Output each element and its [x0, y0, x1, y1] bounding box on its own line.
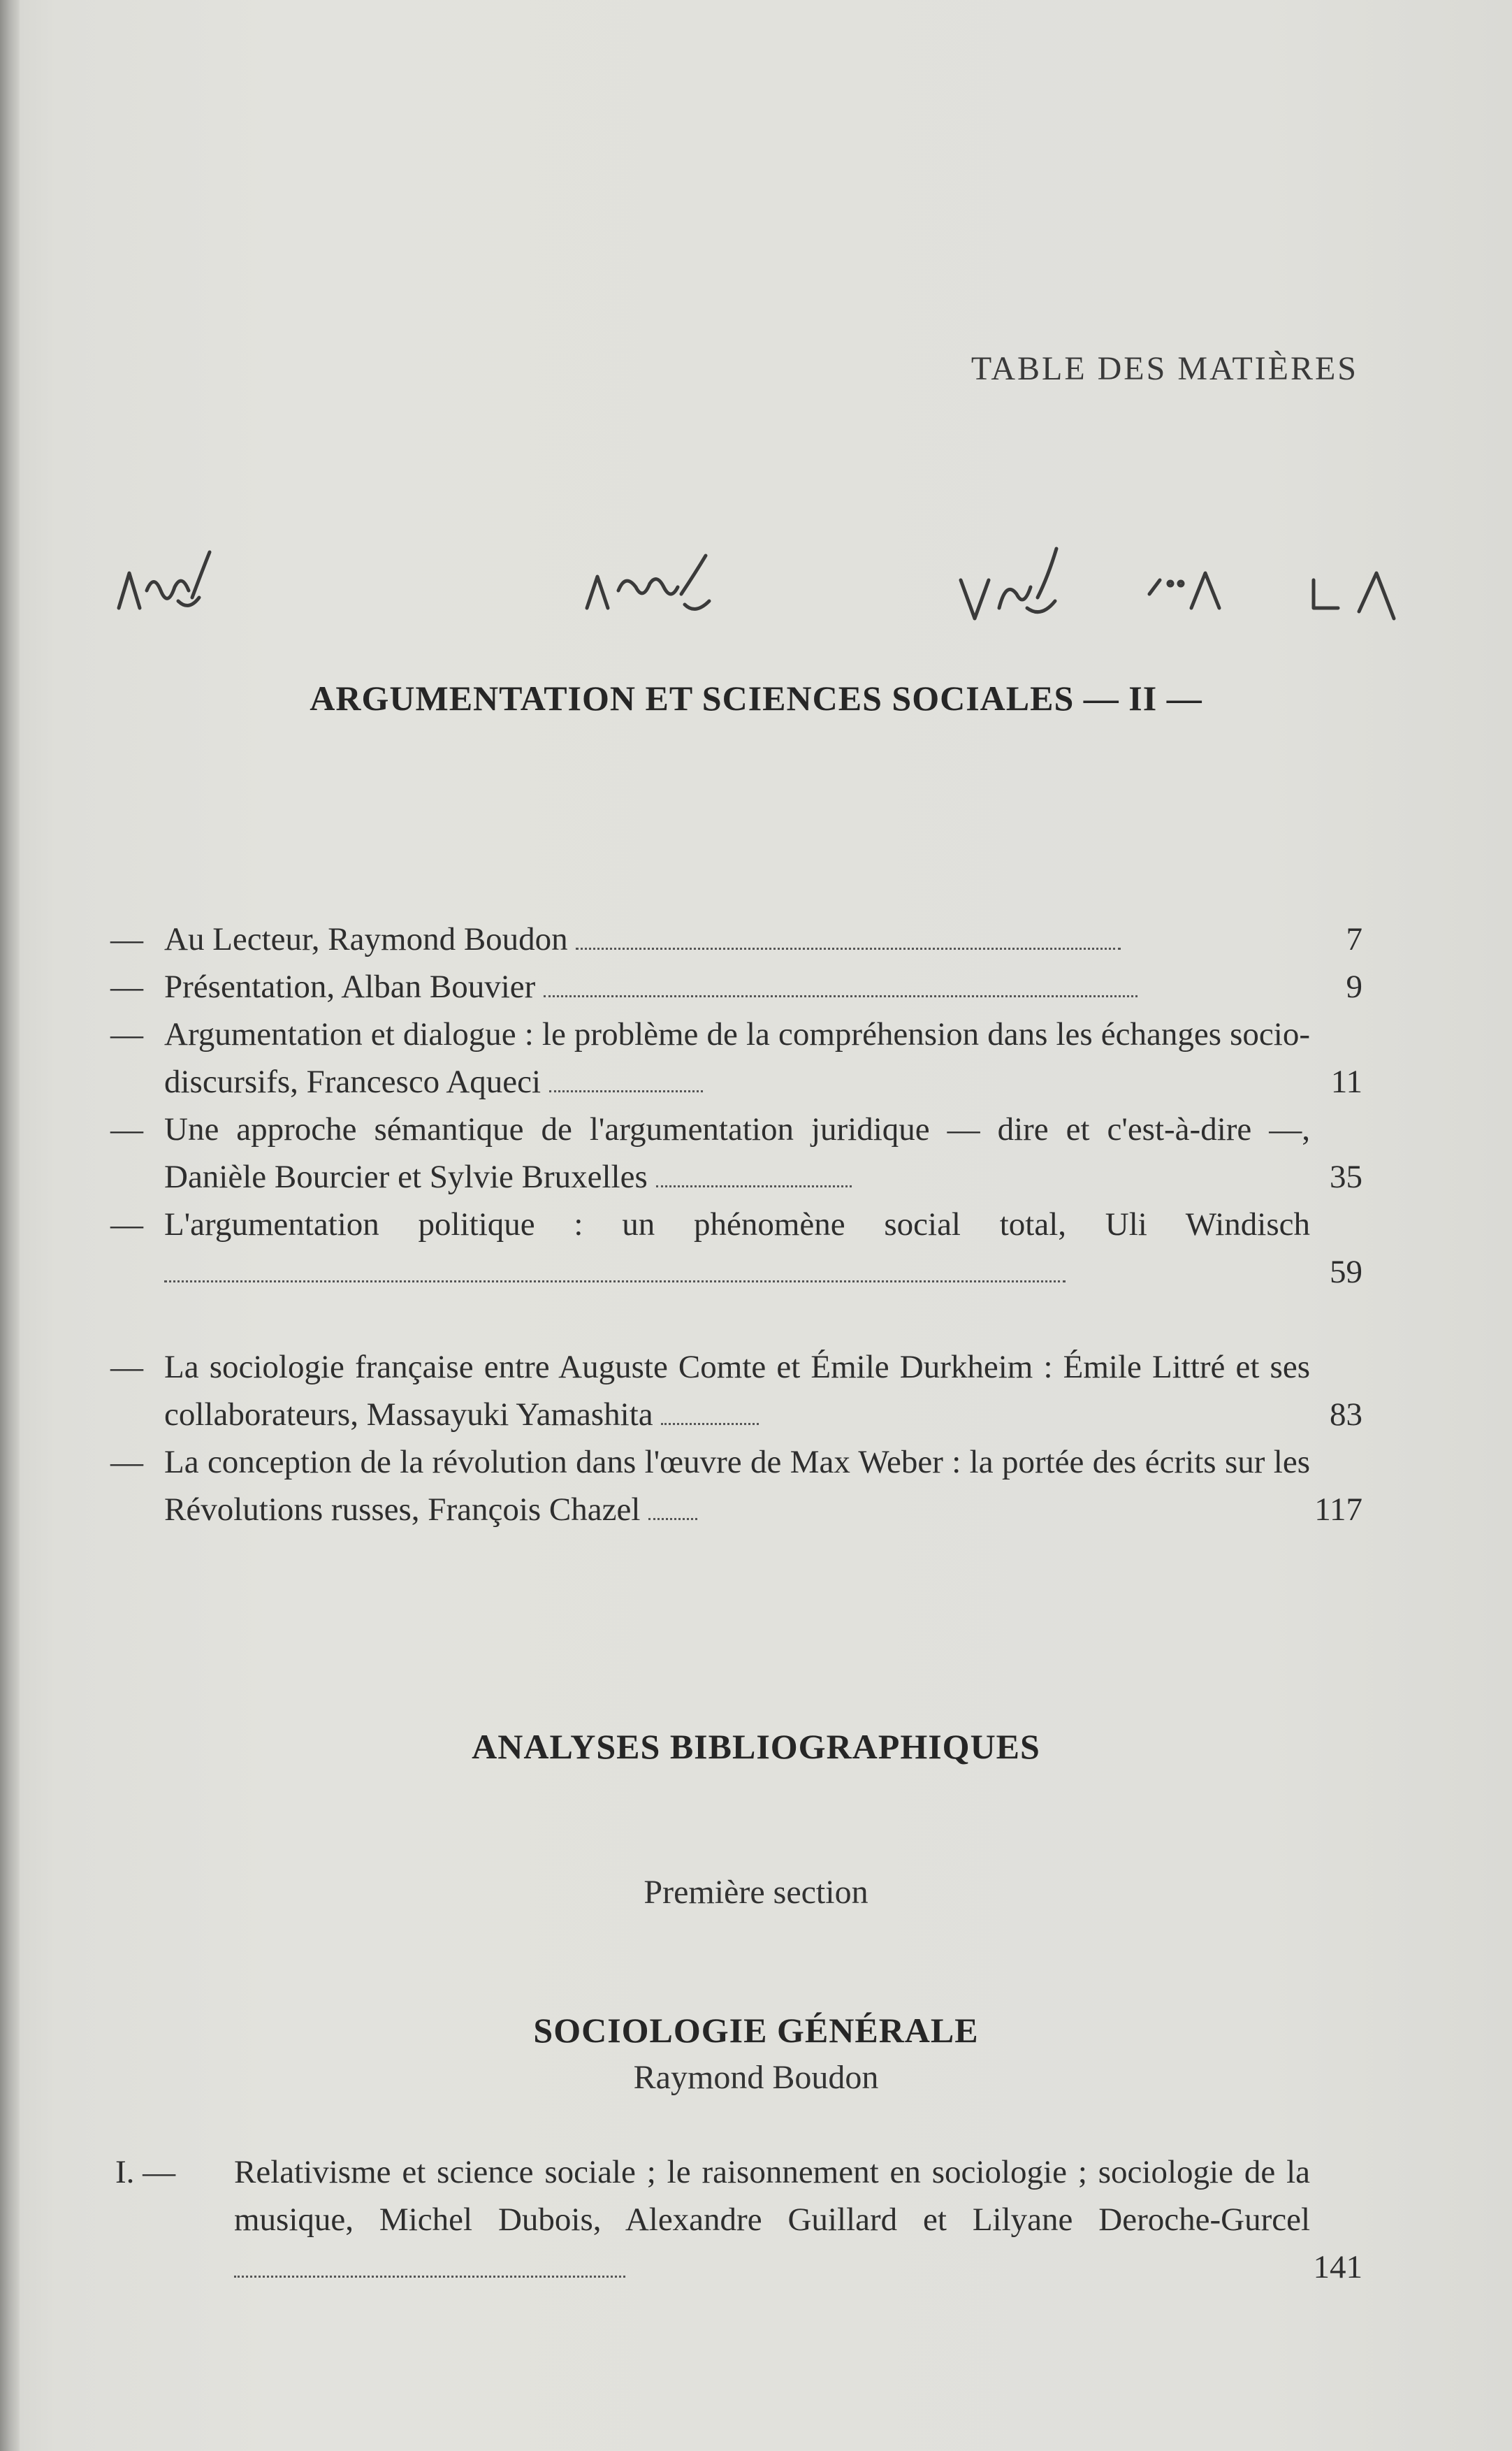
dot-leader [234, 2276, 625, 2278]
entry-numeral: I. — [115, 2154, 176, 2190]
handwritten-annotation [105, 531, 1418, 636]
entry-dash: — [110, 921, 143, 957]
page-header-title: TABLE DES MATIÈRES [971, 350, 1358, 387]
entry-dash: — [110, 1206, 143, 1243]
toc-entry [105, 1106, 1362, 1201]
entry-page-number: 117 [1314, 1491, 1362, 1528]
toc-entry [105, 1011, 1362, 1106]
entry-page-number: 59 [1330, 1254, 1362, 1290]
section-title-analyses: ANALYSES BIBLIOGRAPHIQUES [472, 1727, 1040, 1766]
entry-text: Au Lecteur, Raymond Boudon [164, 921, 568, 957]
toc-entry-roman [105, 2148, 1362, 2291]
entry-page-number: 83 [1330, 1396, 1362, 1433]
section-title-argumentation: ARGUMENTATION ET SCIENCES SOCIALES — II — [310, 679, 1202, 718]
entry-text: La conception de la révolution dans l'œuvre de Max Weber : la portée des écrits sur les Révolutions russes, François Chazel [164, 1444, 1310, 1528]
dot-leader [544, 995, 1137, 997]
toc-entry [105, 1343, 1362, 1438]
dot-leader [648, 1518, 697, 1520]
dot-leader [661, 1423, 759, 1425]
entry-text: L'argumentation politique : un phénomène social total, Uli Windisch [164, 1206, 1310, 1243]
entry-page-number: 35 [1330, 1159, 1362, 1195]
entry-dash: — [110, 1349, 143, 1385]
entry-dash: — [110, 1111, 143, 1148]
entry-text: Une approche sémantique de l'argumentation juridique — dire et c'est-à-dire —, Danièle Bourcier et Sylvie Bruxelles [164, 1111, 1310, 1195]
toc-entry [105, 916, 1362, 963]
entry-dash: — [110, 969, 143, 1005]
entry-text: La sociologie française entre Auguste Comte et Émile Durkheim : Émile Littré et ses collaborateurs, Massayuki Yamashita [164, 1349, 1310, 1433]
entry-text: Présentation, Alban Bouvier [164, 969, 536, 1005]
section-title-sociologie: SOCIOLOGIE GÉNÉRALE [533, 2011, 979, 2050]
entry-text: Relativisme et science sociale ; le raisonnement en sociologie ; sociologie de la musique, Michel Dubois, Alexandre Guillard et Lilyane Deroche-Gurcel [234, 2154, 1310, 2238]
dot-leader [164, 1280, 1066, 1282]
entry-dash: — [110, 1444, 143, 1480]
entry-text: Argumentation et dialogue : le problème de la compréhension dans les échanges socio-discursifs, Francesco Aqueci [164, 1016, 1310, 1100]
section-author: Raymond Boudon [633, 2059, 879, 2096]
toc-entry [105, 1201, 1362, 1296]
toc-entry [105, 1438, 1362, 1533]
dot-leader [576, 948, 1121, 950]
section-subtitle: Première section [644, 1874, 868, 1911]
entry-page-number: 9 [1346, 969, 1362, 1005]
entry-page-number: 11 [1330, 1064, 1362, 1100]
entry-dash: — [110, 1016, 143, 1053]
entry-page-number: 141 [1313, 2249, 1362, 2285]
toc-entry [105, 963, 1362, 1011]
entry-page-number: 7 [1346, 921, 1362, 957]
dot-leader [549, 1090, 703, 1092]
dot-leader [656, 1185, 852, 1187]
